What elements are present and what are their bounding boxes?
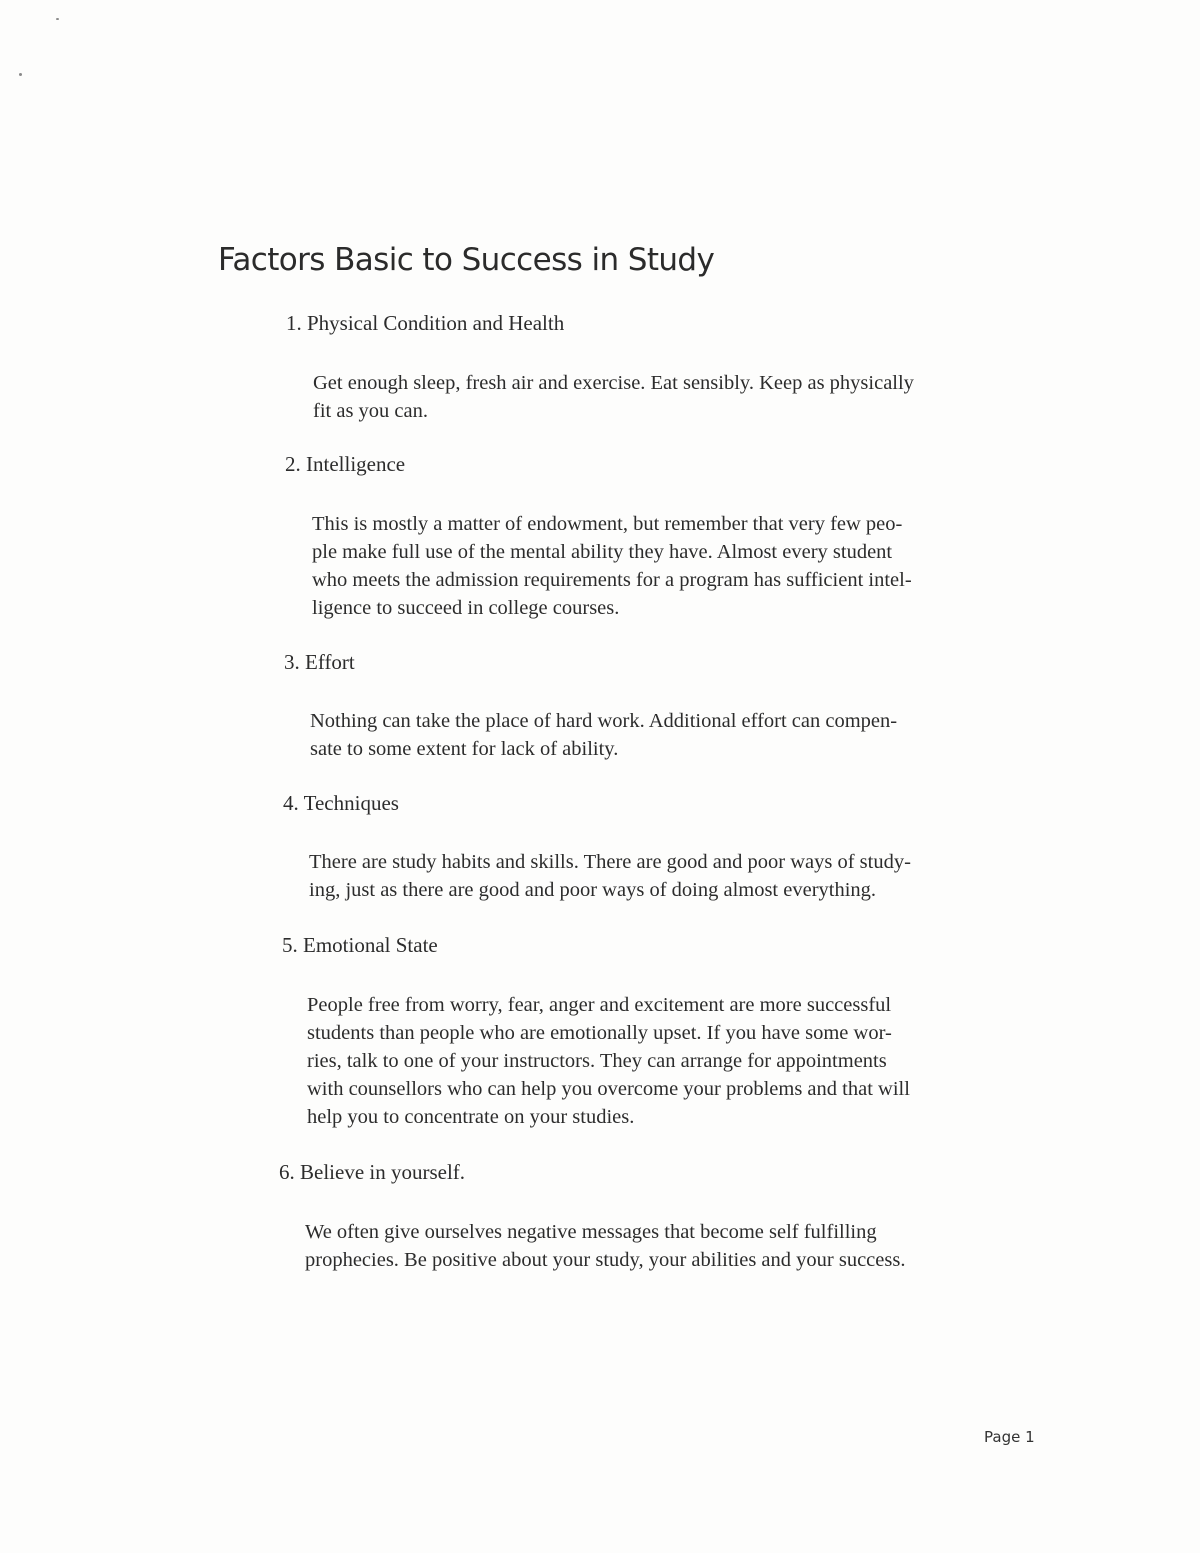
page-number: Page 1 xyxy=(984,1428,1035,1446)
item-body-believe-in-yourself xyxy=(305,1218,905,1274)
item-heading-physical-condition: 1. Physical Condition and Health xyxy=(286,311,565,335)
page-title: Factors Basic to Success in Study xyxy=(218,242,715,278)
item-heading-effort: 3. Effort xyxy=(284,650,355,674)
item-heading-believe-in-yourself: 6. Believe in yourself. xyxy=(279,1160,466,1184)
body-line: Nothing can take the place of hard work. Additional effort can compen- xyxy=(310,710,898,732)
item-body-physical-condition xyxy=(313,369,914,425)
body-line: Get enough sleep, fresh air and exercise. Eat sensibly. Keep as physically xyxy=(313,372,914,394)
body-line: with counsellors who can help you overcome your problems and that will xyxy=(307,1078,910,1100)
scan-speck xyxy=(19,73,22,76)
body-line: help you to concentrate on your studies. xyxy=(307,1106,635,1128)
item-heading-emotional-state: 5. Emotional State xyxy=(282,933,438,957)
item-body-intelligence xyxy=(312,510,912,622)
body-line: ligence to succeed in college courses. xyxy=(312,597,620,619)
item-body-techniques xyxy=(309,848,911,904)
scan-speck xyxy=(56,18,59,20)
body-line: This is mostly a matter of endowment, but remember that very few peo- xyxy=(312,513,903,535)
body-line: who meets the admission requirements for a program has sufficient intel- xyxy=(312,569,912,591)
item-body-emotional-state xyxy=(307,991,910,1131)
body-line: ple make full use of the mental ability they have. Almost every student xyxy=(312,541,893,563)
body-line: ries, talk to one of your instructors. They can arrange for appointments xyxy=(307,1050,887,1072)
body-line: fit as you can. xyxy=(313,400,428,422)
body-line: prophecies. Be positive about your study, your abilities and your success. xyxy=(305,1249,906,1271)
body-line: ing, just as there are good and poor ways of doing almost everything. xyxy=(309,879,877,901)
item-body-effort xyxy=(310,707,897,763)
body-line: sate to some extent for lack of ability. xyxy=(310,738,619,760)
item-heading-techniques: 4. Techniques xyxy=(283,791,399,815)
body-line: There are study habits and skills. There are good and poor ways of study- xyxy=(309,851,911,873)
body-line: students than people who are emotionally upset. If you have some wor- xyxy=(307,1022,892,1044)
body-line: People free from worry, fear, anger and excitement are more successful xyxy=(307,994,892,1016)
body-line: We often give ourselves negative messages that become self fulfilling xyxy=(305,1221,877,1243)
item-heading-intelligence: 2. Intelligence xyxy=(285,452,406,476)
